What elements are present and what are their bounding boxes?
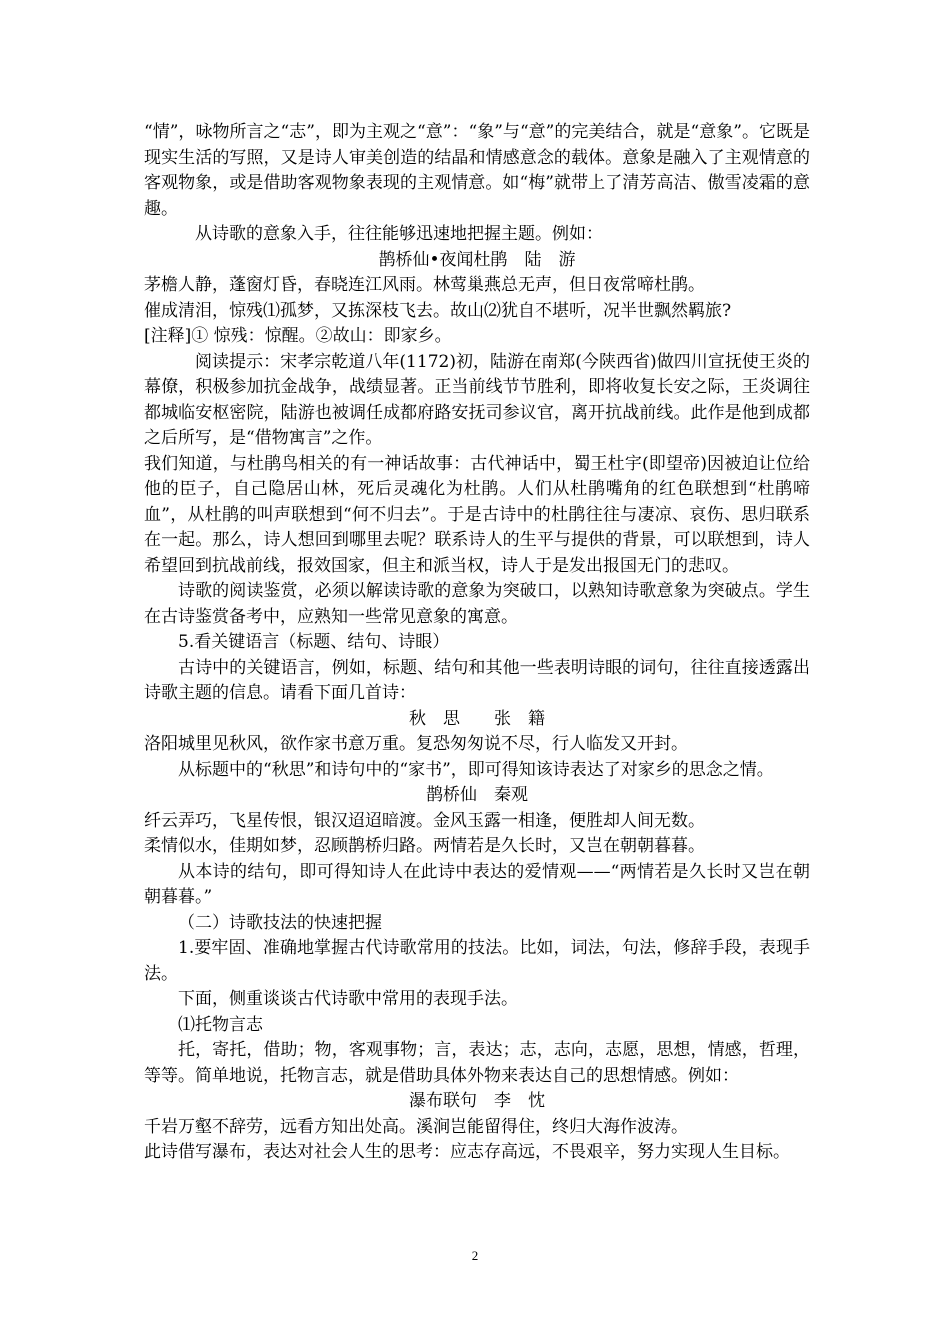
poem-title-qiusi: 秋 思 张 籍 (409, 708, 545, 729)
paragraph-pubu-analysis: 此诗借写瀑布，表达对社会人生的思考：应志存高远，不畏艰辛，努力实现人生目标。 (144, 1142, 790, 1162)
subheading-tuowu-yanzhi: ⑴托物言志 (178, 1014, 263, 1035)
poem-line: 茅檐人静，蓬窗灯昏，春晓连江风雨。林莺巢燕总无声，但日夜常啼杜鹃。 (144, 275, 705, 295)
poem-line: 柔情似水，佳期如梦，忍顾鹊桥归路。两情若是久长时，又岂在朝朝暮暮。 (144, 836, 705, 856)
page-number: 2 (471, 1248, 479, 1263)
paragraph-yixiang-definition: “情”，咏物所言之“志”，即为主观之“意”：“象”与“意”的完美结合，就是“意象”。它既是现实生活的写照，又是诗人审美创造的结晶和情感意念的载体。意象是融入了主观情意的客观物象，或是借助客观物象表现的主观情意。如“梅”就带上了清芳高洁、傲雪凌霜的意趣。 (144, 122, 810, 219)
document-page (144, 120, 810, 1166)
paragraph-expression-methods: 下面，侧重谈谈古代诗歌中常用的表现手法。 (178, 989, 518, 1009)
paragraph-dujuan-myth: 我们知道，与杜鹃鸟相关的有一神话故事：古代神话中，蜀王杜宇(即望帝)因被迫让位给他的臣子，自己隐居山林，死后灵魂化为杜鹃。人们从杜鹃嘴角的红色联想到“杜鹃啼血”，从杜鹃的叫声联想到“何不归去”。于是古诗中的杜鹃往往与凄凉、哀伤、思归联系在一起。那么，诗人想回到哪里去呢？联系诗人的生平与提供的背景，可以联想到，诗人希望回到抗战前线，报效国家，但主和派当权，诗人于是发出报国无门的悲叹。 (144, 453, 810, 576)
poem-title-queqiaoxian-lu-you: 鹊桥仙•夜闻杜鹃 陆 游 (378, 249, 576, 270)
paragraph-key-language: 古诗中的关键语言，例如，标题、结句和其他一些表明诗眼的词句，往往直接透露出诗歌主题的信息。请看下面几首诗： (144, 657, 810, 703)
paragraph-qin-guan-analysis: 从本诗的结句，即可得知诗人在此诗中表达的爱情观——“两情若是久长时又岂在朝朝暮暮。” (144, 861, 810, 907)
poem-title-pubu-lianju: 瀑布联句 李 忱 (409, 1091, 545, 1111)
poem-line: 洛阳城里见秋风，欲作家书意万重。复恐匆匆说不尽，行人临发又开封。 (144, 734, 688, 754)
paragraph-techniques: 1.要牢固、准确地掌握古代诗歌常用的技法。比如，词法，句法，修辞手段，表现手法。 (144, 938, 810, 984)
paragraph-imagery-summary: 诗歌的阅读鉴赏，必须以解读诗歌的意象为突破口，以熟知诗歌意象为突破点。学生在古诗鉴赏备考中，应熟知一些常见意象的寓意。 (144, 581, 810, 627)
section-heading-techniques: （二）诗歌技法的快速把握 (178, 912, 382, 933)
paragraph-intro-example: 从诗歌的意象入手，往往能够迅速地把握主题。例如： (195, 224, 603, 244)
paragraph-qiusi-analysis: 从标题中的“秋思”和诗句中的“家书”，即可得知该诗表达了对家乡的思念之情。 (178, 759, 774, 780)
poem-line: 纤云弄巧，飞星传恨，银汉迢迢暗渡。金风玉露一相逢，便胜却人间无数。 (144, 810, 705, 831)
section-heading-key-language: 5.看关键语言（标题、结句、诗眼） (178, 632, 450, 652)
poem-line: 千岩万壑不辞劳，远看方知出处高。溪涧岂能留得住，终归大海作波涛。 (144, 1116, 688, 1137)
poem-annotation: [注释]① 惊残：惊醒。②故山：即家乡。 (144, 326, 452, 346)
poem-line: 催成清泪，惊残⑴孤梦，又拣深枝飞去。故山⑵犹自不堪听，况半世飘然羁旅? (144, 300, 732, 321)
paragraph-tuowu-definition: 托，寄托，借助；物，客观事物；言，表达；志，志向，志愿，思想，情感，哲理，等等。简单地说，托物言志，就是借助具体外物来表达自己的思想情感。例如： (144, 1040, 810, 1086)
paragraph-reading-hint: 阅读提示：宋孝宗乾道八年(1172)初，陆游在南郑(今陕西省)做四川宣抚使王炎的幕僚，积极参加抗金战争，战绩显著。正当前线节节胜利，即将收复长安之际，王炎调往都城临安枢密院，陆游也被调任成都府路安抚司参议官，离开抗战前线。此作是他到成都之后所写，是“借物寓言”之作。 (144, 351, 810, 448)
poem-title-queqiaoxian-qin-guan: 鹊桥仙 秦观 (426, 785, 528, 805)
